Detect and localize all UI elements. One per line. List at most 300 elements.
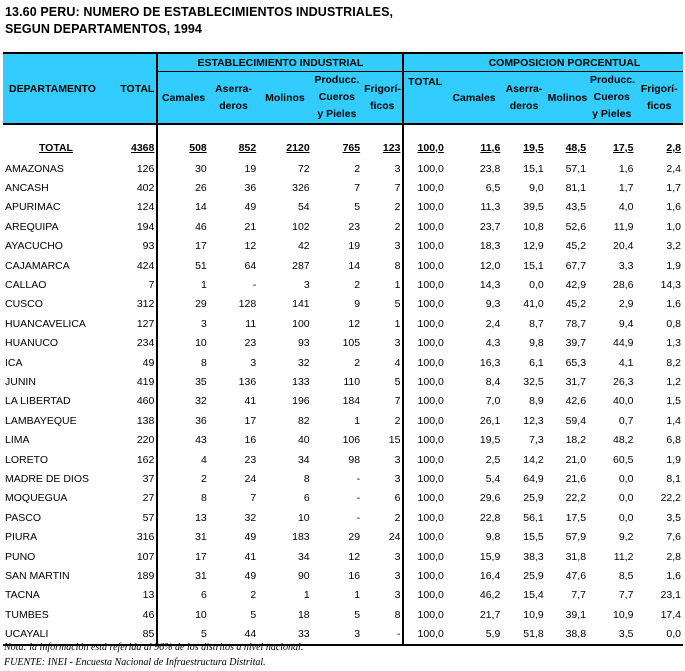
value-cell: 2	[354, 162, 361, 175]
value-cell: 17,5	[613, 142, 634, 154]
value-cell: 41	[244, 550, 257, 563]
value-cell: 2	[362, 508, 403, 527]
value-cell: 8,4	[485, 375, 501, 388]
value-cell: 6	[303, 492, 310, 505]
footnote-fuente: FUENTE: INEI - Encuesta Nacional de Infraestructura Distrital.	[4, 657, 266, 668]
value-cell: 4,0	[618, 201, 634, 214]
value-cell: 13	[195, 511, 207, 524]
value-cell: 3	[250, 356, 257, 369]
value-cell: 100,0	[417, 608, 444, 621]
value-cell: 0,7	[618, 414, 634, 427]
value-cell: 7,0	[485, 395, 501, 408]
value-cell: 33	[258, 624, 311, 644]
value-cell: 100,0	[417, 492, 444, 505]
value-cell: 41	[244, 395, 257, 408]
value-cell: 20,4	[613, 240, 634, 253]
value-cell: 106	[342, 434, 361, 447]
value-cell: 8,9	[529, 395, 544, 408]
value-cell: -	[356, 472, 361, 485]
spacer-cell	[502, 124, 545, 137]
value-cell: 47,6	[565, 569, 587, 582]
value-cell: 7,7	[571, 589, 587, 602]
value-cell: 31,8	[565, 550, 587, 563]
value-cell: 81,1	[565, 182, 587, 195]
spacer-row	[3, 124, 683, 137]
value-cell: 1	[303, 589, 310, 602]
value-cell: 39,1	[565, 608, 587, 621]
col-header-total-pct: TOTAL	[403, 72, 445, 125]
value-cell: 49	[244, 531, 257, 544]
value-cell: 100,0	[417, 453, 444, 466]
value-cell: 128	[238, 298, 257, 311]
value-cell: 10,9	[613, 608, 634, 621]
value-cell: 23,8	[479, 162, 501, 175]
group-header-spacer	[403, 53, 445, 72]
value-cell: 402	[109, 178, 157, 197]
col-header-producc-1: Producc.	[314, 74, 360, 86]
value-cell: 48,5	[565, 142, 587, 154]
value-cell: 31	[195, 569, 207, 582]
value-cell: 46,2	[479, 589, 501, 602]
col-header-frigorificos-1: Frigorí-	[364, 82, 401, 95]
value-cell: 0,8	[666, 317, 681, 330]
value-cell: 40	[297, 434, 310, 447]
value-cell: 15,1	[523, 162, 544, 175]
col-header-aserraderos-1: Aserra-	[215, 82, 252, 95]
value-cell: 326	[292, 182, 310, 195]
departamento-cell: MOQUEGUA	[5, 492, 68, 505]
value-cell: 42,9	[565, 279, 587, 292]
table-row	[3, 508, 683, 527]
col-header-aserraderos-pct	[502, 72, 545, 125]
value-cell: 57,9	[565, 531, 587, 544]
value-cell: 8	[362, 605, 403, 624]
value-cell: 15,5	[523, 531, 544, 544]
value-cell: 4	[200, 453, 207, 466]
value-cell: 100,0	[417, 395, 444, 408]
value-cell: 64	[244, 259, 257, 272]
value-cell: 1,7	[618, 182, 634, 195]
departamento-cell: ICA	[5, 356, 23, 369]
value-cell: 48,2	[613, 434, 634, 447]
value-cell: 11,2	[613, 550, 634, 563]
value-cell: 5	[354, 608, 361, 621]
value-cell: 12,3	[523, 414, 544, 427]
value-cell: 19,5	[479, 434, 501, 447]
value-cell: 100,0	[417, 434, 444, 447]
col-header-frigorificos-2: ficos	[370, 99, 395, 112]
value-cell: 9,0	[529, 182, 544, 195]
value-cell: 1,0	[666, 220, 681, 233]
value-cell: 1,9	[666, 453, 681, 466]
value-cell: 100,0	[417, 142, 444, 154]
value-cell: 100,0	[417, 240, 444, 253]
departamento-cell: LORETO	[5, 453, 48, 466]
value-cell: 0,0	[618, 511, 634, 524]
value-cell: 4,1	[618, 356, 634, 369]
value-cell: 12	[348, 550, 361, 563]
value-cell: 21	[244, 220, 257, 233]
table-row	[3, 295, 683, 314]
value-cell: 78,7	[565, 317, 587, 330]
value-cell: 31	[195, 531, 207, 544]
value-cell: 2	[362, 411, 403, 430]
value-cell: 10	[195, 608, 207, 621]
value-cell: 1,7	[666, 182, 681, 195]
spacer-cell	[258, 124, 311, 137]
value-cell: 10,9	[523, 608, 544, 621]
value-cell: 15,9	[479, 550, 501, 563]
value-cell: 44,9	[613, 337, 634, 350]
value-cell: 8	[362, 256, 403, 275]
col-header-total: TOTAL	[109, 53, 157, 124]
col-header-producc-pct-2: Cueros	[593, 91, 630, 103]
value-cell: 8	[200, 356, 207, 369]
value-cell: 98	[348, 453, 361, 466]
spacer-cell	[403, 124, 445, 137]
departamento-cell: PIURA	[5, 531, 38, 544]
value-cell: 16	[348, 569, 361, 582]
value-cell: 127	[109, 314, 157, 333]
value-cell: 17,4	[660, 608, 681, 621]
col-header-frigorificos	[362, 72, 403, 125]
value-cell: 100,0	[417, 569, 444, 582]
col-header-aserraderos-2: deros	[219, 99, 248, 112]
value-cell: 32	[297, 356, 310, 369]
value-cell: 22,2	[660, 492, 681, 505]
table-row	[3, 334, 683, 353]
value-cell: 100,0	[417, 337, 444, 350]
value-cell: 7	[109, 275, 157, 294]
value-cell: 25,9	[523, 492, 544, 505]
value-cell: 35	[195, 375, 207, 388]
table-row	[3, 566, 683, 585]
value-cell: 42,6	[565, 395, 587, 408]
value-cell: 4368	[109, 137, 157, 159]
value-cell: 110	[343, 375, 361, 388]
value-cell: 100	[292, 317, 310, 330]
value-cell: 107	[109, 547, 157, 566]
departamento-cell: TOTAL	[38, 142, 73, 154]
table-title	[5, 4, 393, 38]
value-cell: 2,4	[666, 162, 681, 175]
value-cell: 10	[297, 511, 310, 524]
value-cell: 3,5	[588, 624, 635, 644]
value-cell: 44	[209, 624, 258, 644]
value-cell: 8,7	[529, 317, 544, 330]
value-cell: 138	[109, 411, 157, 430]
table-row	[3, 430, 683, 449]
spacer-cell	[209, 124, 258, 137]
value-cell: 100,0	[417, 511, 444, 524]
table-row	[3, 392, 683, 411]
value-cell: 3	[362, 586, 403, 605]
value-cell: 852	[238, 142, 257, 154]
value-cell: 13	[109, 586, 157, 605]
value-cell: 51,8	[502, 624, 545, 644]
value-cell: 56,1	[523, 511, 544, 524]
value-cell: 32,5	[523, 375, 544, 388]
value-cell: 105	[342, 337, 361, 350]
departamento-cell: UCAYALI	[3, 624, 109, 644]
value-cell: 0,0	[618, 472, 634, 485]
value-cell: 100,0	[417, 414, 444, 427]
value-cell: 7,7	[618, 589, 634, 602]
table-row	[3, 237, 683, 256]
table-row	[3, 353, 683, 372]
value-cell: 5	[354, 201, 361, 214]
departamento-cell: LA LIBERTAD	[5, 395, 71, 408]
col-header-molinos-pct: Molinos	[546, 72, 588, 125]
value-cell: 6,5	[485, 182, 501, 195]
value-cell: 123	[362, 137, 403, 159]
value-cell: 23	[348, 220, 361, 233]
table-row	[3, 314, 683, 333]
value-cell: 10	[195, 337, 207, 350]
value-cell: 1	[200, 279, 207, 292]
col-header-frigorificos-pct	[635, 72, 683, 125]
value-cell: 12	[348, 317, 361, 330]
footnote-nota: Nota: la información está referida al 96% de los distritos a nivel nacional.	[4, 642, 304, 653]
value-cell: 100,0	[417, 220, 444, 233]
value-cell: 100,0	[417, 182, 444, 195]
table-row	[3, 275, 683, 294]
value-cell: 52,6	[565, 220, 587, 233]
table-row	[3, 411, 683, 430]
title-line-2: SEGUN DEPARTAMENTOS, 1994	[5, 22, 202, 36]
table-row	[3, 256, 683, 275]
value-cell: 6	[362, 489, 403, 508]
table-row	[3, 527, 683, 546]
value-cell: 46	[195, 220, 207, 233]
value-cell: 2,8	[666, 142, 681, 154]
value-cell: 1	[362, 275, 403, 294]
value-cell: 5,4	[485, 472, 501, 485]
value-cell: 31,7	[565, 375, 587, 388]
value-cell: 2	[354, 356, 361, 369]
value-cell: 28,6	[613, 279, 634, 292]
value-cell: 11,6	[480, 142, 501, 154]
value-cell: 3	[362, 469, 403, 488]
value-cell: 126	[109, 159, 157, 178]
value-cell: 36	[244, 182, 257, 195]
value-cell: 2120	[286, 142, 310, 154]
value-cell: 100,0	[417, 531, 444, 544]
value-cell: 54	[297, 201, 310, 214]
value-cell: 3	[362, 547, 403, 566]
departamento-cell: SAN MARTIN	[5, 569, 70, 582]
value-cell: 6,1	[529, 356, 544, 369]
table-row	[3, 489, 683, 508]
value-cell: 196	[292, 395, 310, 408]
value-cell: 21,0	[565, 453, 587, 466]
value-cell: 5,9	[446, 624, 502, 644]
value-cell: 460	[109, 392, 157, 411]
value-cell: 189	[109, 566, 157, 585]
table-row	[3, 586, 683, 605]
value-cell: 312	[109, 295, 157, 314]
value-cell: 1	[354, 589, 361, 602]
value-cell: 100,0	[403, 624, 445, 644]
spacer-cell	[546, 124, 588, 137]
value-cell: 3	[362, 334, 403, 353]
value-cell: 17	[244, 414, 257, 427]
value-cell: 162	[109, 450, 157, 469]
table-row	[3, 450, 683, 469]
value-cell: -	[356, 492, 361, 505]
value-cell: 37	[109, 469, 157, 488]
title-line-1: 13.60 PERU: NUMERO DE ESTABLECIMIENTOS INDUSTRIALES,	[5, 5, 394, 19]
value-cell: 23,7	[479, 220, 501, 233]
value-cell: 3	[362, 159, 403, 178]
value-cell: 7	[362, 178, 403, 197]
value-cell: 4	[362, 353, 403, 372]
total-row	[3, 137, 683, 159]
value-cell: 1,6	[666, 298, 681, 311]
value-cell: 100,0	[417, 201, 444, 214]
value-cell: 21,6	[565, 472, 587, 485]
table-row	[3, 159, 683, 178]
value-cell: 3	[362, 566, 403, 585]
departamento-cell: AMAZONAS	[5, 162, 64, 175]
col-header-producc-2: Cueros	[318, 91, 355, 103]
departamento-cell: CAJAMARCA	[5, 259, 70, 272]
value-cell: 10,8	[523, 220, 544, 233]
departamento-cell: APURIMAC	[5, 201, 61, 214]
value-cell: 0,0	[635, 624, 683, 644]
value-cell: 59,4	[565, 414, 587, 427]
value-cell: 8,1	[666, 472, 681, 485]
value-cell: 41,0	[523, 298, 544, 311]
value-cell: 183	[292, 531, 310, 544]
value-cell: 3	[200, 317, 207, 330]
value-cell: 9,8	[529, 337, 544, 350]
value-cell: 0,0	[618, 492, 634, 505]
value-cell: 3,2	[666, 240, 681, 253]
value-cell: 27	[109, 489, 157, 508]
table-row	[3, 605, 683, 624]
value-cell: 220	[109, 430, 157, 449]
value-cell: 23,1	[660, 589, 681, 602]
value-cell: 26,3	[613, 375, 634, 388]
value-cell: 39,7	[565, 337, 587, 350]
value-cell: 49	[244, 569, 257, 582]
spacer-cell	[109, 124, 157, 137]
value-cell: 19,5	[523, 142, 544, 154]
value-cell: 19	[244, 162, 257, 175]
value-cell: 1,3	[666, 337, 681, 350]
value-cell: 30	[195, 162, 207, 175]
value-cell: 1	[354, 414, 361, 427]
value-cell: 2	[362, 217, 403, 236]
value-cell: 2	[250, 589, 257, 602]
departamento-cell: PUNO	[5, 550, 36, 563]
spacer-cell	[635, 124, 683, 137]
value-cell: 65,3	[565, 356, 587, 369]
value-cell: 2,5	[485, 453, 501, 466]
value-cell: 7	[362, 392, 403, 411]
value-cell: 141	[292, 298, 310, 311]
value-cell: 29,6	[479, 492, 501, 505]
value-cell: 3	[312, 624, 362, 644]
value-cell: 16	[244, 434, 257, 447]
value-cell: 72	[297, 162, 310, 175]
col-header-producc-3: y Pieles	[317, 108, 357, 120]
col-header-frigorificos-pct-1: Frigorí-	[640, 82, 678, 95]
value-cell: 287	[292, 259, 310, 272]
value-cell: 102	[292, 220, 310, 233]
value-cell: 419	[109, 372, 157, 391]
value-cell: 1,6	[618, 162, 634, 175]
value-cell: 57	[109, 508, 157, 527]
value-cell: 49	[109, 353, 157, 372]
value-cell: 23	[244, 337, 257, 350]
value-cell: 26	[195, 182, 207, 195]
value-cell: 8,5	[618, 569, 634, 582]
table-row	[3, 469, 683, 488]
value-cell: -	[356, 511, 361, 524]
value-cell: 17,5	[565, 511, 587, 524]
value-cell: 49	[244, 201, 257, 214]
table-body	[3, 124, 683, 645]
departamento-cell: JUNIN	[5, 375, 36, 388]
value-cell: 0,0	[529, 279, 544, 292]
value-cell: 16,3	[479, 356, 501, 369]
value-cell: 8	[303, 472, 310, 485]
value-cell: 100,0	[417, 589, 444, 602]
departamento-cell: TUMBES	[5, 608, 49, 621]
value-cell: 124	[109, 198, 157, 217]
value-cell: 3	[303, 279, 310, 292]
value-cell: 100,0	[417, 259, 444, 272]
value-cell: 1,6	[666, 201, 681, 214]
value-cell: 19	[348, 240, 361, 253]
value-cell: 90	[297, 569, 310, 582]
col-header-camales-pct: Camales	[446, 72, 502, 125]
departamento-cell: HUANCAVELICA	[5, 317, 86, 330]
table-row	[3, 217, 683, 236]
value-cell: 5	[362, 372, 403, 391]
value-cell: 2	[200, 472, 207, 485]
departamento-cell: ANCASH	[5, 182, 49, 195]
value-cell: 2	[354, 279, 361, 292]
value-cell: 12,0	[479, 259, 501, 272]
value-cell: 9,4	[618, 317, 634, 330]
value-cell: 3	[362, 237, 403, 256]
table-row	[3, 372, 683, 391]
value-cell: 5	[362, 295, 403, 314]
departamento-cell: CUSCO	[5, 298, 43, 311]
value-cell: 17	[195, 240, 207, 253]
value-cell: 12,9	[523, 240, 544, 253]
value-cell: 2,4	[485, 317, 501, 330]
spacer-cell	[312, 124, 362, 137]
spacer-cell	[362, 124, 403, 137]
value-cell: 93	[297, 337, 310, 350]
value-cell: 100,0	[417, 472, 444, 485]
group-header-composicion: COMPOSICION PORCENTUAL	[446, 53, 683, 72]
value-cell: 34	[297, 453, 310, 466]
value-cell: 42	[297, 240, 310, 253]
col-header-aserraderos-pct-2: deros	[509, 99, 539, 112]
value-cell: 1,9	[666, 259, 681, 272]
col-header-molinos: Molinos	[258, 72, 311, 125]
spacer-cell	[446, 124, 502, 137]
value-cell: 6,8	[666, 434, 681, 447]
value-cell: 100,0	[417, 317, 444, 330]
value-cell: 39,5	[523, 201, 544, 214]
value-cell: 32	[195, 395, 207, 408]
